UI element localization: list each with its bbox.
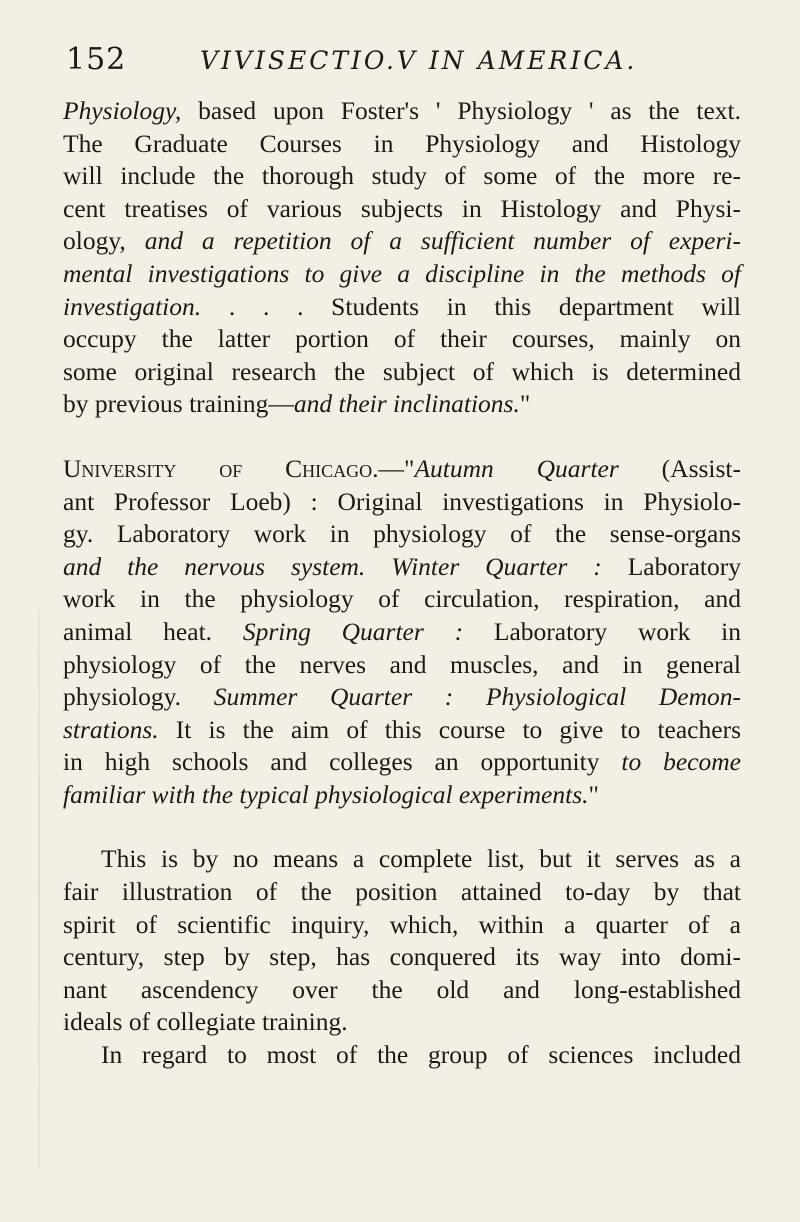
page-body bbox=[63, 95, 741, 1072]
text-line: ant Professor Loeb) : Original investigations in Physiolo- bbox=[63, 486, 741, 516]
text-line: ideals of collegiate training. bbox=[63, 1007, 348, 1037]
paragraph-4 bbox=[63, 1039, 741, 1072]
text-line: University of Chicago.—"Autumn Quarter (Assist- bbox=[63, 453, 741, 483]
paragraph-3 bbox=[63, 843, 741, 1039]
text-line: physiology of the nerves and muscles, and in general bbox=[63, 649, 741, 679]
text-line: strations. It is the aim of this course to give to teachers bbox=[63, 714, 741, 744]
running-head: VIVISECTIO.V IN AMERICA. bbox=[200, 46, 638, 75]
paragraph-gap bbox=[63, 421, 741, 453]
text-line: nant ascendency over the old and long-established bbox=[63, 974, 741, 1004]
paragraph-gap bbox=[63, 811, 741, 843]
text-line: some original research the subject of which is determined bbox=[63, 356, 741, 386]
gutter-shadow bbox=[38, 610, 40, 1170]
text-line: in high schools and colleges an opportunity to become bbox=[63, 747, 741, 777]
text-line: ology, and a repetition of a sufficient number of experi- bbox=[63, 226, 742, 256]
paragraph-1 bbox=[63, 95, 741, 421]
text-line: physiology. Summer Quarter : Physiological Demon- bbox=[63, 682, 741, 712]
text-line: In regard to most of the group of sciences included bbox=[101, 1040, 741, 1070]
text-line: This is by no means a complete list, but it serves as a bbox=[101, 844, 741, 874]
text-line: work in the physiology of circulation, respiration, and bbox=[63, 584, 741, 614]
paragraph-2 bbox=[63, 453, 741, 812]
text-line: familiar with the typical physiological experiments." bbox=[63, 779, 599, 809]
text-line: animal heat. Spring Quarter : Laboratory work in bbox=[63, 616, 741, 646]
page-header bbox=[66, 42, 746, 82]
text-line: century, step by step, has conquered its way into domi- bbox=[63, 942, 741, 972]
text-line: Physiology, based upon Foster's ' Physiology ' as the text. bbox=[63, 96, 741, 125]
text-line: mental investigations to give a discipline in the methods of bbox=[63, 258, 741, 288]
text-line: cent treatises of various subjects in Histology and Physi- bbox=[63, 193, 741, 223]
text-line: fair illustration of the position attained to-day by that bbox=[63, 877, 741, 907]
text-line: gy. Laboratory work in physiology of the sense-organs bbox=[63, 519, 741, 549]
text-line: The Graduate Courses in Physiology and Histology bbox=[63, 128, 741, 158]
text-line: by previous training—and their inclinations." bbox=[63, 389, 531, 419]
text-line: occupy the latter portion of their courses, mainly on bbox=[63, 324, 741, 354]
text-line: and the nervous system. Winter Quarter : Laboratory bbox=[63, 551, 741, 581]
page-number: 152 bbox=[66, 42, 127, 77]
text-line: will include the thorough study of some of the more re- bbox=[63, 161, 741, 191]
text-line: spirit of scientific inquiry, which, within a quarter of a bbox=[63, 909, 741, 939]
text-line: investigation. . . . Students in this department will bbox=[63, 291, 741, 321]
